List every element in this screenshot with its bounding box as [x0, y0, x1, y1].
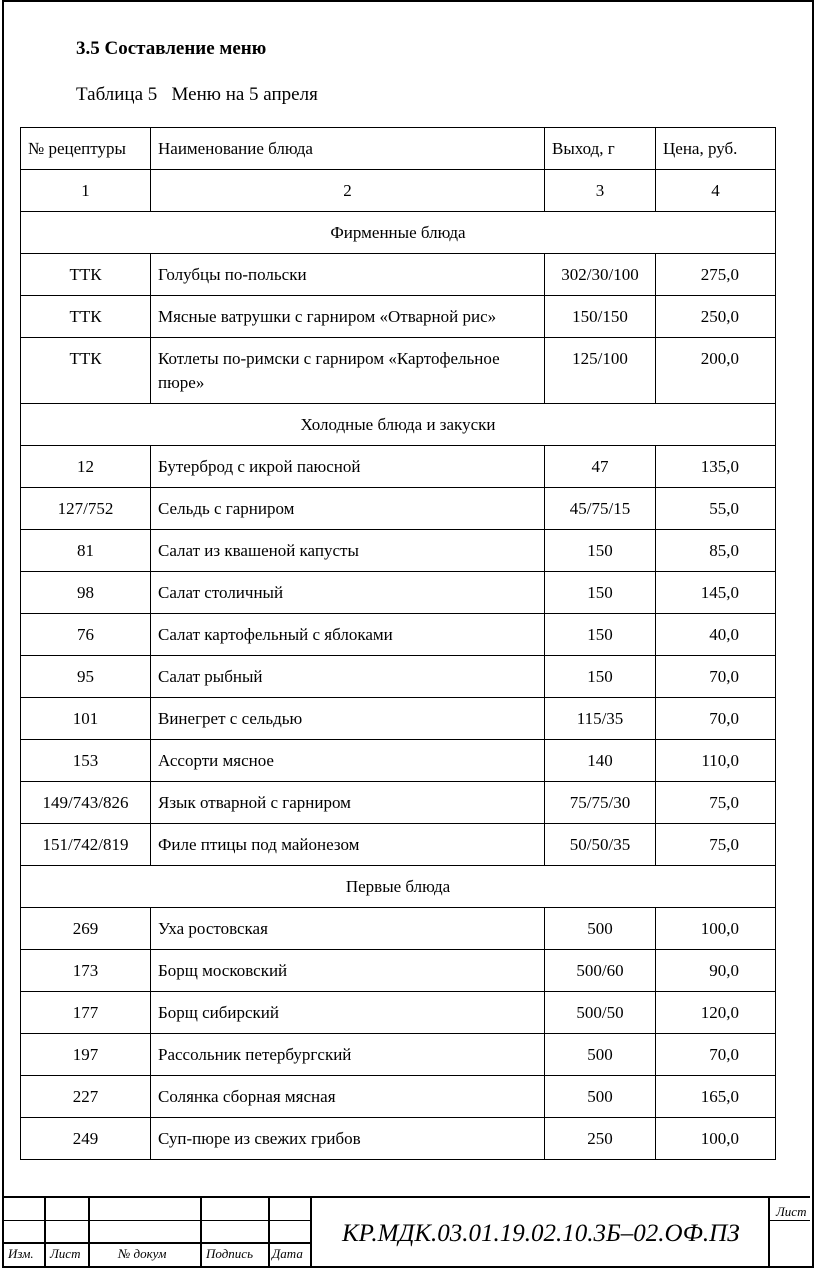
menu-table	[20, 127, 776, 1160]
dish-price: 55,0	[656, 488, 776, 530]
dish-price: 145,0	[656, 572, 776, 614]
dish-name: Салат картофельный с яблоками	[151, 614, 545, 656]
section-row	[21, 866, 776, 908]
dish-output: 115/35	[545, 698, 656, 740]
dish-output: 500	[545, 1034, 656, 1076]
dish-output: 47	[545, 446, 656, 488]
stamp-label-sign: Подпись	[206, 1246, 253, 1261]
stamp-label-sheet: Лист	[50, 1246, 81, 1261]
dish-output: 150	[545, 656, 656, 698]
recipe-number: 173	[21, 950, 151, 992]
recipe-number: 98	[21, 572, 151, 614]
dish-output: 45/75/15	[545, 488, 656, 530]
dish-price: 90,0	[656, 950, 776, 992]
dish-price: 135,0	[656, 446, 776, 488]
dish-name: Ассорти мясное	[151, 740, 545, 782]
dish-price: 70,0	[656, 1034, 776, 1076]
recipe-number: 197	[21, 1034, 151, 1076]
header-recipe: № рецептуры	[21, 128, 151, 170]
dish-name: Язык отварной с гарниром	[151, 782, 545, 824]
recipe-number: 101	[21, 698, 151, 740]
recipe-number: ТТК	[21, 338, 151, 404]
dish-output: 140	[545, 740, 656, 782]
table-row	[21, 254, 776, 296]
dish-output: 500/60	[545, 950, 656, 992]
header-name: Наименование блюда	[151, 128, 545, 170]
dish-price: 200,0	[656, 338, 776, 404]
recipe-number: 269	[21, 908, 151, 950]
stamp-sheet-label: Лист	[776, 1204, 807, 1219]
title-block	[2, 1196, 810, 1266]
section-title: Холодные блюда и закуски	[21, 404, 776, 446]
dish-output: 250	[545, 1118, 656, 1160]
table-row	[21, 698, 776, 740]
recipe-number: 249	[21, 1118, 151, 1160]
table-row	[21, 782, 776, 824]
dish-price: 110,0	[656, 740, 776, 782]
dish-name: Филе птицы под майонезом	[151, 824, 545, 866]
dish-price: 70,0	[656, 656, 776, 698]
dish-name: Сельдь с гарниром	[151, 488, 545, 530]
column-number: 4	[656, 170, 776, 212]
dish-name: Салат рыбный	[151, 656, 545, 698]
dish-name: Котлеты по-римски с гарниром «Картофельное пюре»	[151, 338, 545, 404]
dish-output: 125/100	[545, 338, 656, 404]
column-number-row	[21, 170, 776, 212]
dish-price: 120,0	[656, 992, 776, 1034]
dish-price: 75,0	[656, 782, 776, 824]
dish-output: 150	[545, 530, 656, 572]
table-row	[21, 488, 776, 530]
table-row	[21, 614, 776, 656]
column-number: 3	[545, 170, 656, 212]
dish-name: Салат из квашеной капусты	[151, 530, 545, 572]
dish-price: 165,0	[656, 1076, 776, 1118]
table-row	[21, 824, 776, 866]
table-row	[21, 992, 776, 1034]
table-row	[21, 572, 776, 614]
dish-output: 75/75/30	[545, 782, 656, 824]
table-row	[21, 1034, 776, 1076]
section-row	[21, 212, 776, 254]
table-row	[21, 530, 776, 572]
stamp-label-doc: № докум	[118, 1246, 167, 1261]
dish-name: Мясные ватрушки с гарниром «Отварной рис»	[151, 296, 545, 338]
dish-name: Уха ростовская	[151, 908, 545, 950]
header-output: Выход, г	[545, 128, 656, 170]
dish-output: 500	[545, 908, 656, 950]
dish-name: Борщ московский	[151, 950, 545, 992]
dish-output: 150	[545, 572, 656, 614]
recipe-number: 76	[21, 614, 151, 656]
dish-price: 100,0	[656, 908, 776, 950]
stamp-label-change: Изм.	[8, 1246, 34, 1261]
table-row	[21, 338, 776, 404]
dish-price: 75,0	[656, 824, 776, 866]
recipe-number: 177	[21, 992, 151, 1034]
stamp-label-date: Дата	[272, 1246, 303, 1261]
dish-name: Суп-пюре из свежих грибов	[151, 1118, 545, 1160]
dish-name: Борщ сибирский	[151, 992, 545, 1034]
column-number: 1	[21, 170, 151, 212]
dish-name: Винегрет с сельдью	[151, 698, 545, 740]
table-row	[21, 740, 776, 782]
dish-name: Бутерброд с икрой паюсной	[151, 446, 545, 488]
dish-name: Солянка сборная мясная	[151, 1076, 545, 1118]
dish-output: 500	[545, 1076, 656, 1118]
dish-name: Рассольник петербургский	[151, 1034, 545, 1076]
dish-price: 100,0	[656, 1118, 776, 1160]
dish-price: 70,0	[656, 698, 776, 740]
dish-name: Голубцы по-польски	[151, 254, 545, 296]
dish-output: 150	[545, 614, 656, 656]
document-code: КР.МДК.03.01.19.02.10.3Б–02.ОФ.ПЗ	[342, 1220, 740, 1247]
recipe-number: 81	[21, 530, 151, 572]
recipe-number: ТТК	[21, 254, 151, 296]
recipe-number: 153	[21, 740, 151, 782]
recipe-number: ТТК	[21, 296, 151, 338]
dish-price: 85,0	[656, 530, 776, 572]
table-row	[21, 1118, 776, 1160]
column-number: 2	[151, 170, 545, 212]
table-row	[21, 446, 776, 488]
table-row	[21, 656, 776, 698]
header-row	[21, 128, 776, 170]
section-title: Первые блюда	[21, 866, 776, 908]
dish-price: 40,0	[656, 614, 776, 656]
recipe-number: 151/742/819	[21, 824, 151, 866]
section-heading: 3.5 Составление меню	[76, 38, 267, 59]
recipe-number: 95	[21, 656, 151, 698]
table-row	[21, 1076, 776, 1118]
dish-output: 302/30/100	[545, 254, 656, 296]
section-title: Фирменные блюда	[21, 212, 776, 254]
dish-name: Салат столичный	[151, 572, 545, 614]
dish-price: 250,0	[656, 296, 776, 338]
dish-output: 150/150	[545, 296, 656, 338]
table-caption: Таблица 5 Меню на 5 апреля	[76, 84, 318, 105]
recipe-number: 127/752	[21, 488, 151, 530]
dish-output: 50/50/35	[545, 824, 656, 866]
dish-output: 500/50	[545, 992, 656, 1034]
header-price: Цена, руб.	[656, 128, 776, 170]
dish-price: 275,0	[656, 254, 776, 296]
table-row	[21, 950, 776, 992]
table-row	[21, 908, 776, 950]
table-row	[21, 296, 776, 338]
recipe-number: 12	[21, 446, 151, 488]
section-row	[21, 404, 776, 446]
recipe-number: 227	[21, 1076, 151, 1118]
recipe-number: 149/743/826	[21, 782, 151, 824]
